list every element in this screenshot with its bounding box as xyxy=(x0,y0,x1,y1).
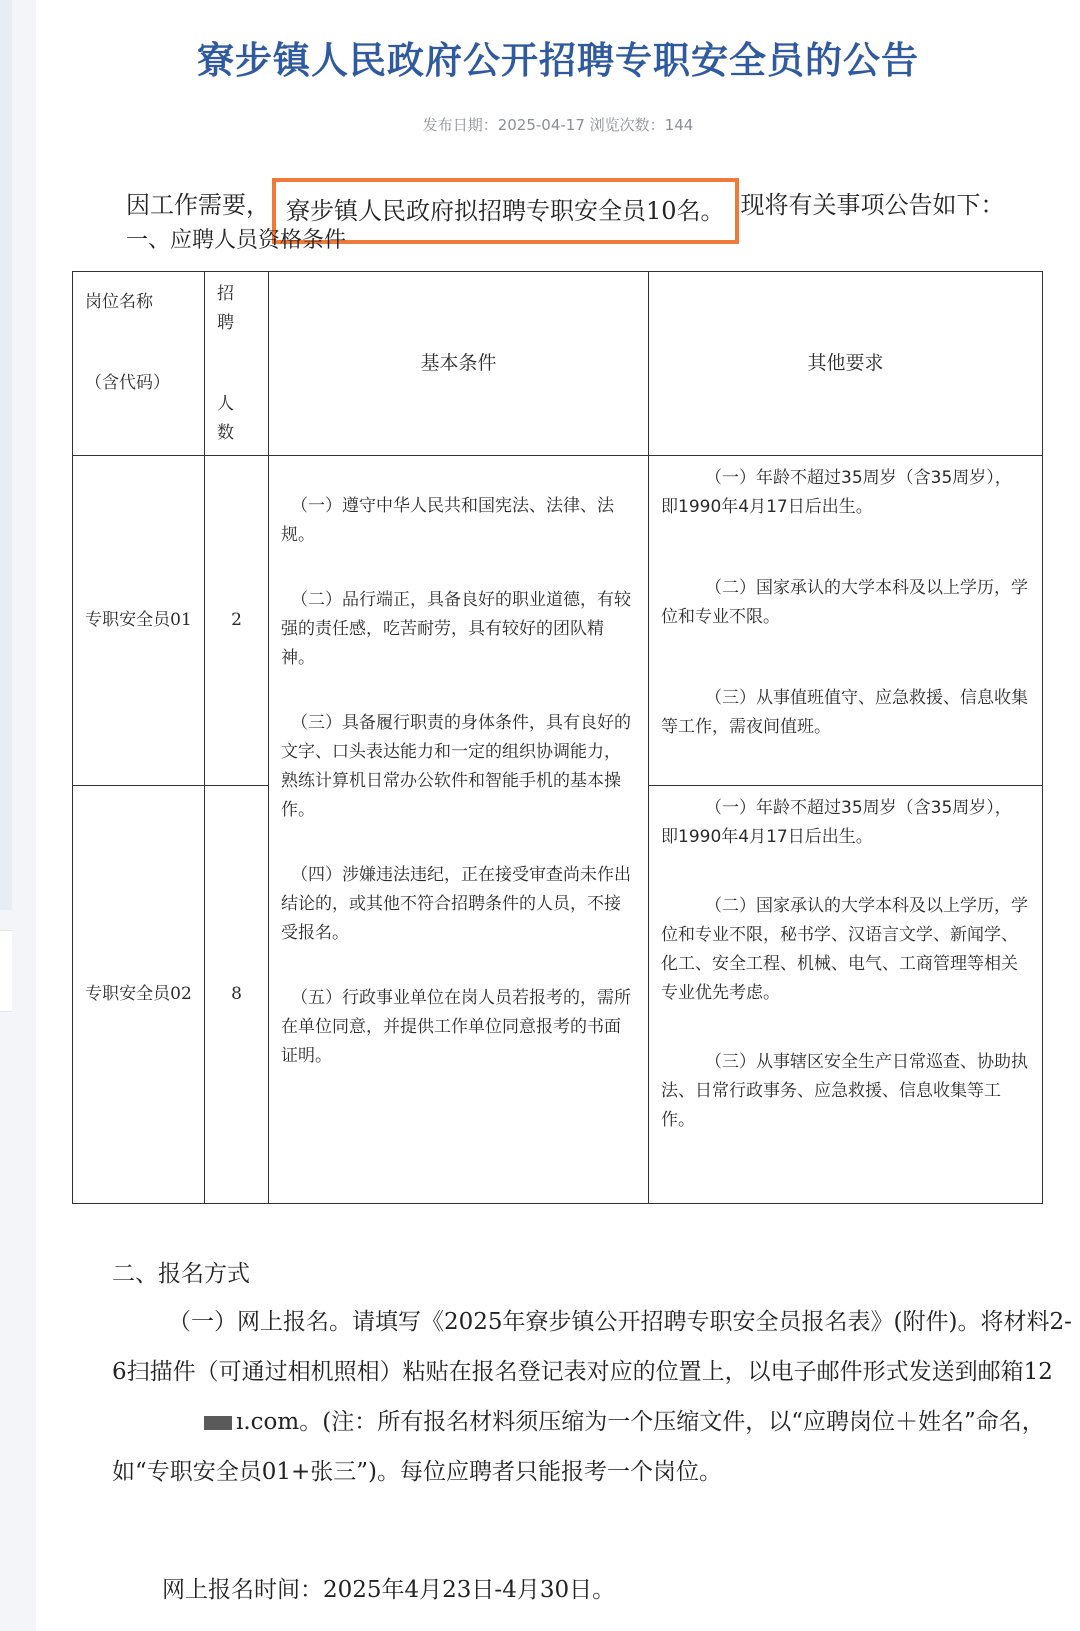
header-count xyxy=(205,272,269,456)
basic-conditions-cell xyxy=(269,456,649,1204)
table-header-row xyxy=(73,272,1043,456)
highlight-box: 寮步镇人民政府拟招聘专职安全员10名。 xyxy=(272,178,739,244)
other-requirements-02 xyxy=(649,786,1043,1204)
other-requirement-item: （二）国家承认的大学本科及以上学历，学位和专业不限。 xyxy=(661,578,1028,627)
position-count-01: 2 xyxy=(205,456,269,786)
side-band xyxy=(0,0,12,910)
position-name-01: 专职安全员01 xyxy=(73,456,205,786)
registration-time: 网上报名时间：2025年4月23日-4月30日。 xyxy=(162,1577,616,1603)
section1-title: 一、应聘人员资格条件 xyxy=(126,228,347,253)
registration-text-part2: 。(注：所有报名材料须压缩为一个压缩文件，以“应聘岗位＋姓名”命名，如“专职安全员01+张三”)。每位应聘者只能报考一个岗位。 xyxy=(112,1409,1045,1485)
other-requirement-item: （一）年龄不超过35周岁（含35周岁），即1990年4月17日后出生。 xyxy=(661,468,1012,517)
other-requirement-item: （一）年龄不超过35周岁（含35周岁），即1990年4月17日后出生。 xyxy=(661,798,1012,847)
header-other-requirements: 其他要求 xyxy=(649,272,1043,456)
left-side-strip xyxy=(0,0,37,1631)
registration-text-part1: （一）网上报名。请填写《2025年寮步镇公开招聘专职安全员报名表》(附件)。将材料2-6扫描件（可通过相机照相）粘贴在报名登记表对应的位置上，以电子邮件形式发送到邮箱12 xyxy=(112,1309,1072,1385)
basic-condition-item: （五）行政事业单位在岗人员若报考的，需所在单位同意，并提供工作单位同意报考的书面证明。 xyxy=(281,988,631,1066)
section2-title: 二、报名方式 xyxy=(112,1261,250,1287)
table-row xyxy=(73,456,1043,786)
intro-before: 因工作需要， xyxy=(126,191,270,219)
other-requirement-item: （三）从事辖区安全生产日常巡查、协助执法、日常行政事务、应急救援、信息收集等工作。 xyxy=(661,1052,1028,1130)
intro-after: 现将有关事项公告如下： xyxy=(740,191,1005,219)
redaction-mark xyxy=(204,1416,232,1430)
email-domain: ı.com xyxy=(236,1409,300,1435)
header-name-line2: （含代码） xyxy=(85,373,170,393)
page-title: 寮步镇人民政府公开招聘专职安全员的公告 xyxy=(197,39,919,82)
position-count-02: 8 xyxy=(205,786,269,1204)
basic-condition-item: （四）涉嫌违法违纪，正在接受审查尚未作出结论的，或其他不符合招聘条件的人员，不接受报名。 xyxy=(281,865,631,943)
position-name-02: 专职安全员02 xyxy=(73,786,205,1204)
header-position-name xyxy=(73,272,205,456)
header-count-line1: 招聘 xyxy=(217,284,234,333)
side-notch xyxy=(0,930,12,1012)
requirements-table xyxy=(72,271,1043,1204)
other-requirements-01 xyxy=(649,456,1043,786)
header-basic-conditions: 基本条件 xyxy=(269,272,649,456)
registration-paragraph xyxy=(112,1297,1072,1497)
other-requirement-item: （二）国家承认的大学本科及以上学历，学位和专业不限，秘书学、汉语言文学、新闻学、化工、安全工程、机械、电气、工商管理等相关专业优先考虑。 xyxy=(661,896,1028,1003)
header-count-line2: 人数 xyxy=(217,394,234,443)
basic-condition-item: （三）具备履行职责的身体条件，具有良好的文字、口头表达能力和一定的组织协调能力，熟练计算机日常办公软件和智能手机的基本操作。 xyxy=(281,713,631,820)
publish-meta: 发布日期：2025-04-17 浏览次数：144 xyxy=(422,116,694,134)
article-page xyxy=(36,0,1080,1631)
header-name-line1: 岗位名称 xyxy=(85,292,153,312)
basic-condition-item: （一）遵守中华人民共和国宪法、法律、法规。 xyxy=(281,496,614,545)
basic-condition-item: （二）品行端正，具备良好的职业道德，有较强的责任感，吃苦耐劳，具有较好的团队精神。 xyxy=(281,590,631,668)
other-requirement-item: （三）从事值班值守、应急救援、信息收集等工作，需夜间值班。 xyxy=(661,688,1028,737)
